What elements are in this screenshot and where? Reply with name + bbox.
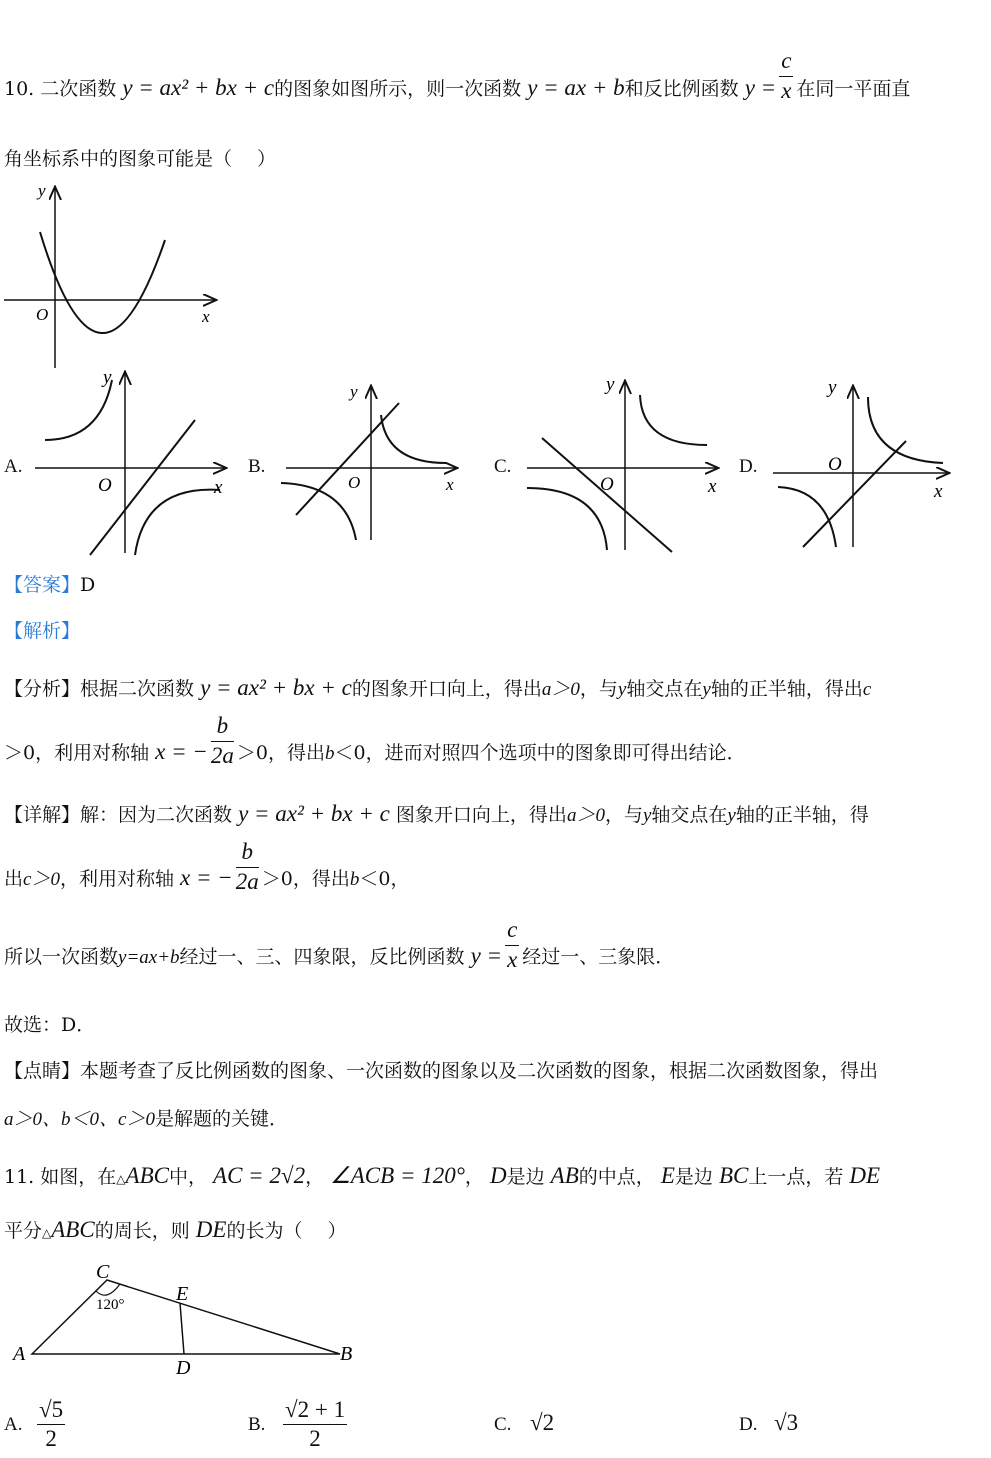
b-negative: b＜0、 xyxy=(61,1109,119,1130)
x-label: x xyxy=(214,477,223,498)
segment-de: DE xyxy=(195,1217,227,1242)
option-a-graph[interactable] xyxy=(30,365,235,560)
parabola-curve xyxy=(40,232,165,333)
line-graph xyxy=(542,438,672,552)
frac-den: 2a xyxy=(210,742,234,768)
hyperbola-branch xyxy=(381,415,446,463)
line-graph xyxy=(296,403,399,515)
point-d: D xyxy=(489,1163,507,1188)
q10-text: 在同一平面直 xyxy=(796,78,911,100)
option-d-label[interactable]: D. xyxy=(739,456,758,477)
b-var: b xyxy=(324,743,335,764)
c-positive: c＞0 xyxy=(23,869,60,890)
axis-formula: x = − xyxy=(155,739,208,764)
fenxi-line-1 xyxy=(4,676,871,699)
c-positive: c＞0 xyxy=(118,1109,155,1130)
label-b: B xyxy=(340,1343,353,1365)
y-label: y xyxy=(38,181,46,200)
q10-text: 和反比例函数 xyxy=(624,78,739,100)
parabola-graph xyxy=(0,180,230,375)
q11-option-d-value[interactable]: √3 xyxy=(774,1410,799,1435)
option-c-label[interactable]: C. xyxy=(494,456,512,477)
q11-option-b-value[interactable] xyxy=(280,1398,350,1451)
dianjing-line-1 xyxy=(4,1062,878,1081)
hyperbola-branch xyxy=(45,380,112,440)
q11-option-a[interactable]: A. xyxy=(4,1414,23,1435)
xiangjie-text: 经过一、三、四象限，反比例函数 xyxy=(179,946,465,968)
fenxi-text: ，与 xyxy=(579,678,618,700)
fenxi-text: ＞0，得出 xyxy=(236,742,325,764)
q10-line-2: 角坐标系中的图象可能是（ ） xyxy=(4,148,277,170)
option-a-label[interactable]: A. xyxy=(4,456,23,477)
xiangjie-text: 轴交点在 xyxy=(651,804,728,826)
inverse-lhs: y = xyxy=(744,75,777,100)
dianjing-tag: 【点睛】 xyxy=(4,1060,81,1082)
label-a: A xyxy=(13,1343,26,1365)
inverse-fraction xyxy=(779,49,793,102)
y-var: y xyxy=(617,679,627,700)
y-label: y xyxy=(828,377,837,398)
q11-text: 如图，在 xyxy=(40,1166,117,1188)
ac-length: AC = 2√2 xyxy=(213,1163,306,1188)
x-label: x xyxy=(446,475,454,494)
frac-num: c xyxy=(779,49,793,76)
q11-text: ， xyxy=(305,1166,325,1188)
fenxi-text: 根据二次函数 xyxy=(80,678,195,700)
origin-label: O xyxy=(600,474,614,495)
xiangjie-text: ＞0，得出 xyxy=(261,868,350,890)
answer-value: D xyxy=(80,574,96,596)
q11-option-b[interactable]: B. xyxy=(248,1414,266,1435)
q11-line-1: 11. 如图，在△ABC中， AC = 2√2， ∠ACB = 120°， D是边 AB的中点， E是边 BC上一点，若 DE xyxy=(4,1163,881,1188)
xiangjie-text: 出 xyxy=(4,868,24,890)
a-positive: a＞0 xyxy=(566,805,605,826)
hyperbola-branch xyxy=(868,397,943,463)
axis-fraction xyxy=(211,714,234,767)
a-positive: a＞0、 xyxy=(4,1109,62,1130)
y-var: y xyxy=(702,679,711,700)
dianjing-line-2 xyxy=(4,1110,288,1129)
frac-den: x xyxy=(507,946,518,972)
a-positive: a＞0 xyxy=(541,679,580,700)
linear-formula: y = ax + b xyxy=(527,75,625,100)
fenxi-text: ＜0，进而对照四个选项中的图象即可得出结论． xyxy=(334,742,746,764)
quadratic-formula: y = ax² + bx + c xyxy=(122,75,275,100)
q11-option-d[interactable]: D. xyxy=(739,1414,758,1435)
fenxi-text: 的图象开口向上，得出 xyxy=(351,678,542,700)
origin-label: O xyxy=(98,475,112,496)
axis-formula: x = − xyxy=(180,865,233,890)
xiangjie-text: ，利用对称轴 xyxy=(59,868,174,890)
xiangjie-line-1 xyxy=(4,802,869,825)
fenxi-line-2 xyxy=(4,713,746,768)
q11-text: ， xyxy=(464,1166,484,1188)
hyperbola-branch xyxy=(135,490,220,555)
q11-text: 是边 xyxy=(674,1166,713,1188)
label-c: C xyxy=(96,1261,110,1283)
angle-label: 120° xyxy=(96,1297,125,1313)
xiangjie-text: 轴的正半轴，得 xyxy=(735,804,869,826)
option-c-graph[interactable] xyxy=(522,370,727,555)
frac-num: √2 + 1 xyxy=(283,1398,347,1425)
q10-text: 的图象如图所示，则一次函数 xyxy=(274,78,522,100)
q11-line-2: 平分△ABC的周长，则 DE的长为（ ） xyxy=(4,1217,347,1242)
q11-number: 11. xyxy=(4,1166,35,1188)
inverse-lhs: y = xyxy=(470,943,503,968)
y-var: y xyxy=(727,805,736,826)
frac-den: x xyxy=(781,77,792,103)
axis-fraction xyxy=(236,840,259,893)
fenxi-text: 轴交点在 xyxy=(626,678,703,700)
option-b-label[interactable]: B. xyxy=(248,456,266,477)
q10-number: 10. xyxy=(4,78,35,100)
x-label: x xyxy=(934,481,943,502)
xiangjie-line-4: 故选：D． xyxy=(4,1014,96,1036)
origin-label: O xyxy=(828,454,842,475)
b-var: b xyxy=(349,869,360,890)
hyperbola-branch xyxy=(778,487,836,547)
xiangjie-line-3 xyxy=(4,917,675,972)
inverse-fraction xyxy=(505,918,519,971)
angle-arc xyxy=(96,1284,120,1295)
q10-text: 二次函数 xyxy=(40,78,117,100)
answer-tag: 【答案】 xyxy=(4,574,81,596)
fenxi-text: ＞0，利用对称轴 xyxy=(4,742,150,764)
frac-den: 2a xyxy=(235,868,259,894)
q11-text: 的周长，则 xyxy=(94,1220,190,1242)
origin-label: O xyxy=(348,473,361,492)
hyperbola-branch xyxy=(527,488,607,550)
xiangjie-text: 解：因为二次函数 xyxy=(80,804,233,826)
xiangjie-text: 所以一次函数 xyxy=(4,946,119,968)
frac-num: c xyxy=(505,918,519,945)
x-label: x xyxy=(202,307,210,326)
y-label: y xyxy=(350,382,358,401)
q11-text: 中， xyxy=(168,1166,207,1188)
q11-text: 平分 xyxy=(4,1220,43,1242)
origin-label: O xyxy=(36,305,49,324)
point-e: E xyxy=(660,1163,675,1188)
quadratic-formula: y = ax² + bx + c xyxy=(238,801,390,826)
xiangjie-text: 经过一、三象限． xyxy=(522,946,675,968)
label-e: E xyxy=(176,1283,189,1305)
segment-de: DE xyxy=(849,1163,881,1188)
triangle-name: ABC xyxy=(125,1163,169,1188)
dianjing-text: 本题考查了反比例函数的图象、一次函数的图象以及二次函数的图象，根据二次函数图象，得出 xyxy=(80,1060,879,1082)
xiangjie-text: ，与 xyxy=(604,804,643,826)
c-var: c xyxy=(862,679,872,700)
xiangjie-text: 图象开口向上，得出 xyxy=(395,804,567,826)
linear-formula: y=ax+b xyxy=(118,947,180,968)
label-d: D xyxy=(176,1357,191,1378)
q11-option-c-value[interactable]: √2 xyxy=(530,1410,555,1435)
q11-option-a-value[interactable] xyxy=(34,1398,68,1451)
dianjing-text: 是解题的关键． xyxy=(154,1108,288,1130)
frac-num: b xyxy=(211,714,234,741)
q10-line-1 xyxy=(4,48,911,103)
xiangjie-line-2 xyxy=(4,839,410,894)
segment-de-line xyxy=(180,1303,184,1354)
frac-num: √5 xyxy=(37,1398,65,1425)
angle-acb: ∠ACB = 120° xyxy=(330,1163,465,1188)
side-ab: AB xyxy=(550,1163,579,1188)
triangle-figure xyxy=(10,1258,360,1378)
y-label: y xyxy=(103,367,112,388)
q11-text: 上一点，若 xyxy=(748,1166,844,1188)
q11-text: 的长为（ ） xyxy=(226,1220,347,1242)
answer-line xyxy=(4,576,95,595)
fenxi-text: 轴的正半轴，得出 xyxy=(710,678,863,700)
triangle-name: ABC xyxy=(51,1217,95,1242)
side-bc: BC xyxy=(718,1163,749,1188)
jiexi-tag: 【解析】 xyxy=(4,620,81,642)
fenxi-tag: 【分析】 xyxy=(4,678,81,700)
frac-den: 2 xyxy=(45,1426,57,1452)
x-label: x xyxy=(708,476,717,497)
xiangjie-tag: 【详解】 xyxy=(4,804,81,826)
y-var: y xyxy=(642,805,652,826)
hyperbola-branch xyxy=(640,395,707,445)
q11-text: 是边 xyxy=(506,1166,545,1188)
option-b-graph[interactable] xyxy=(276,375,466,545)
frac-den: 2 xyxy=(309,1426,321,1452)
q11-text: 的中点， xyxy=(578,1166,655,1188)
line-graph xyxy=(803,441,906,547)
xiangjie-text: ＜0， xyxy=(359,868,410,890)
y-label: y xyxy=(606,374,615,395)
quadratic-formula: y = ax² + bx + c xyxy=(200,675,352,700)
frac-num: b xyxy=(236,840,259,867)
q11-option-c[interactable]: C. xyxy=(494,1414,512,1435)
option-d-graph[interactable] xyxy=(768,375,958,550)
